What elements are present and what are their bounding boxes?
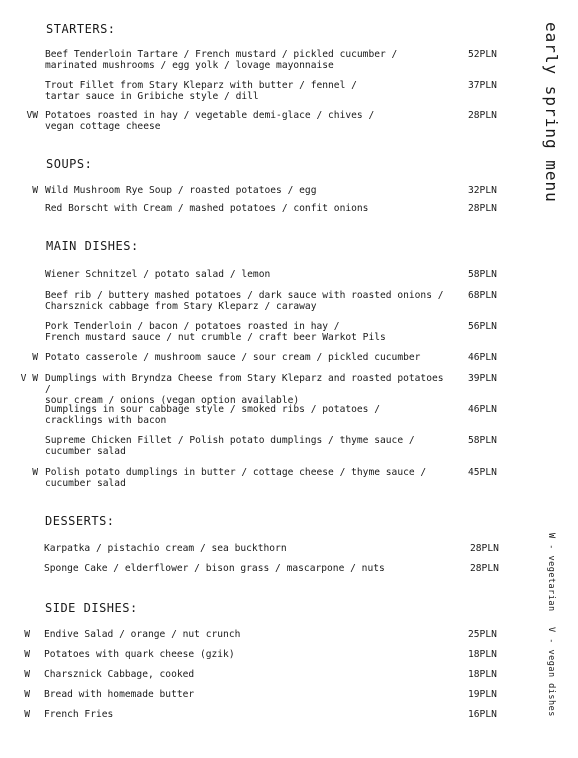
- item-description: Potato casserole / mushroom sauce / sour cream / pickled cucumber: [45, 352, 421, 363]
- diet-tag: W: [32, 467, 38, 478]
- section-title: DESSERTS:: [45, 514, 115, 528]
- item-description: Polish potato dumplings in butter / cottage cheese / thyme sauce / cucumber salad: [45, 467, 427, 489]
- item-description: Potatoes with quark cheese (gzik): [44, 649, 235, 660]
- item-price: 19PLN: [468, 689, 497, 700]
- diet-tag: W: [24, 709, 30, 720]
- item-description: Beef rib / buttery mashed potatoes / dark sauce with roasted onions / Charsznick cabbage from Stary Kleparz / caraway: [45, 290, 444, 312]
- item-price: 25PLN: [468, 629, 497, 640]
- item-description: Dumplings in sour cabbage style / smoked ribs / potatoes / cracklings with bacon: [45, 404, 381, 426]
- item-price: 37PLN: [468, 80, 497, 91]
- diet-tag: V W: [20, 373, 38, 384]
- item-description: Endive Salad / orange / nut crunch: [44, 629, 241, 640]
- section-title: SIDE DISHES:: [45, 601, 138, 615]
- section-title: STARTERS:: [46, 22, 116, 36]
- diet-tag: W: [24, 669, 30, 680]
- diet-tag: W: [32, 352, 38, 363]
- item-price: 16PLN: [468, 709, 497, 720]
- item-description: Karpatka / pistachio cream / sea buckthorn: [44, 543, 287, 554]
- item-description: Pork Tenderloin / bacon / potatoes roasted in hay / French mustard sauce / nut crumble / craft beer Warkot Pils: [45, 321, 386, 343]
- diet-tag: W: [24, 689, 30, 700]
- menu-side-title: early spring menu: [542, 22, 561, 203]
- item-price: 46PLN: [468, 352, 497, 363]
- item-description: Trout Fillet from Stary Kleparz with butter / fennel / tartar sauce in Gribiche style / dill: [45, 80, 357, 102]
- item-description: Wild Mushroom Rye Soup / roasted potatoes / egg: [45, 185, 317, 196]
- item-description: Supreme Chicken Fillet / Polish potato dumplings / thyme sauce / cucumber salad: [45, 435, 415, 457]
- diet-tag: W: [24, 649, 30, 660]
- item-description: Beef Tenderloin Tartare / French mustard / pickled cucumber / marinated mushrooms / egg yolk / lovage mayonnaise: [45, 49, 398, 71]
- item-description: Potatoes roasted in hay / vegetable demi-glace / chives / vegan cottage cheese: [45, 110, 375, 132]
- item-price: 18PLN: [468, 649, 497, 660]
- item-price: 32PLN: [468, 185, 497, 196]
- item-price: 56PLN: [468, 321, 497, 332]
- diet-tag: W: [24, 629, 30, 640]
- legend-vegetarian: W - vegetarian: [546, 533, 556, 612]
- item-description: Sponge Cake / elderflower / bison grass / mascarpone / nuts: [44, 563, 385, 574]
- legend-vegan: V - vegan dishes: [546, 627, 556, 717]
- item-price: 58PLN: [468, 435, 497, 446]
- item-price: 45PLN: [468, 467, 497, 478]
- item-price: 39PLN: [468, 373, 497, 384]
- section-title: MAIN DISHES:: [46, 239, 139, 253]
- item-price: 28PLN: [468, 203, 497, 214]
- item-price: 58PLN: [468, 269, 497, 280]
- item-price: 18PLN: [468, 669, 497, 680]
- item-price: 52PLN: [468, 49, 497, 60]
- item-description: Bread with homemade butter: [44, 689, 195, 700]
- item-description: Wiener Schnitzel / potato salad / lemon: [45, 269, 271, 280]
- item-description: Red Borscht with Cream / mashed potatoes / confit onions: [45, 203, 369, 214]
- item-price: 68PLN: [468, 290, 497, 301]
- item-description: Charsznick Cabbage, cooked: [44, 669, 195, 680]
- item-price: 28PLN: [468, 110, 497, 121]
- item-description: Dumplings with Bryndza Cheese from Stary Kleparz and roasted potatoes / sour cream / onions (vegan option available): [45, 373, 444, 406]
- diet-tag: VW: [26, 110, 38, 121]
- section-title: SOUPS:: [46, 157, 93, 171]
- item-price: 28PLN: [470, 563, 499, 574]
- item-price: 28PLN: [470, 543, 499, 554]
- item-description: French Fries: [44, 709, 114, 720]
- item-price: 46PLN: [468, 404, 497, 415]
- diet-tag: W: [32, 185, 38, 196]
